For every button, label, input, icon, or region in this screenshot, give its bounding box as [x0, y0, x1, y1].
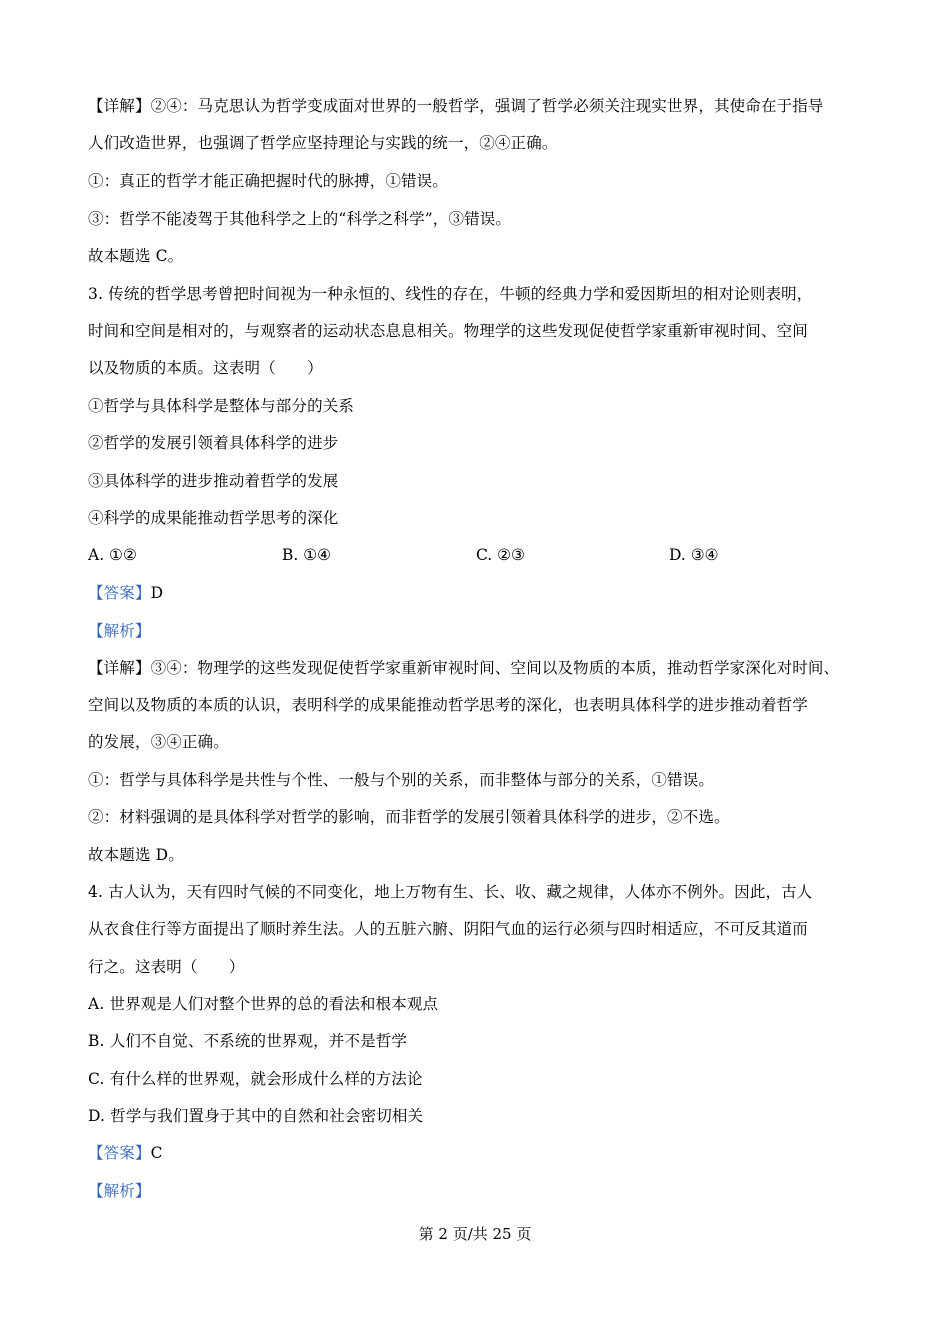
q3-detail-line-1: [88, 657, 839, 679]
q4-stem-line-2: 从衣食住行等方面提出了顺时养生法。人的五脏六腑、阴阳气血的运行必须与四时相适应，不可反其道而: [88, 920, 808, 938]
detail-text: ③④：物理学的这些发现促使哲学家重新审视时间、空间以及物质的本质，推动哲学家深化对时间、: [150, 659, 840, 677]
q4-analysis-tag: 【解析】: [88, 1182, 151, 1200]
q4-option-d: D. 哲学与我们置身于其中的自然和社会密切相关: [88, 1107, 424, 1125]
answer-value: D: [150, 584, 164, 602]
q2-detail-line-2: 人们改造世界，也强调了哲学应坚持理论与实践的统一，②④正确。: [88, 134, 558, 152]
answer-value: C: [150, 1144, 163, 1162]
q2-detail-line-3: ①：真正的哲学才能正确把握时代的脉搏，①错误。: [88, 172, 448, 190]
q3-stem-line-2: 时间和空间是相对的，与观察者的运动状态息息相关。物理学的这些发现促使哲学家重新审视时间、空间: [88, 322, 808, 340]
q3-detail-line-4: ①：哲学与具体科学是共性与个性、一般与个别的关系，而非整体与部分的关系，①错误。: [88, 771, 715, 789]
q3-item-1: ①哲学与具体科学是整体与部分的关系: [88, 397, 355, 415]
q3-detail-line-2: 空间以及物质的本质的认识，表明科学的成果能推动哲学思考的深化，也表明具体科学的进步推动着哲学: [88, 696, 808, 714]
q3-option-a: A. ①②: [88, 546, 137, 564]
page-number: 第 2 页/共 25 页: [418, 1225, 532, 1243]
q3-item-4: ④科学的成果能推动哲学思考的深化: [88, 509, 339, 527]
q3-option-c: C. ②③: [476, 546, 525, 564]
q3-option-b: B. ①④: [282, 546, 332, 564]
q3-analysis-tag: 【解析】: [88, 622, 151, 640]
q2-detail-line-1: [88, 95, 824, 117]
answer-tag: 【答案】: [88, 584, 151, 602]
q2-detail-line-4: ③：哲学不能凌驾于其他科学之上的“科学之科学”，③错误。: [88, 210, 512, 228]
detail-text: ②④：马克思认为哲学变成面对世界的一般哲学，强调了哲学必须关注现实世界，其使命在于指导: [150, 97, 824, 115]
q4-option-b: B. 人们不自觉、不系统的世界观，并不是哲学: [88, 1032, 408, 1050]
q3-item-3: ③具体科学的进步推动着哲学的发展: [88, 472, 339, 490]
q4-stem-line-3: 行之。这表明（ ）: [88, 958, 245, 976]
q3-detail-line-3: 的发展，③④正确。: [88, 733, 229, 751]
q3-conclusion: 故本题选 D。: [88, 846, 184, 864]
q4-option-c: C. 有什么样的世界观，就会形成什么样的方法论: [88, 1070, 423, 1088]
q4-stem-line-1: 4. 古人认为，天有四时气候的不同变化，地上万物有生、长、收、藏之规律，人体亦不例外。因此，古人: [88, 883, 813, 901]
answer-tag: 【答案】: [88, 1144, 151, 1162]
q3-option-d: D. ③④: [669, 546, 719, 564]
q3-stem-line-1: 3. 传统的哲学思考曾把时间视为一种永恒的、线性的存在，牛顿的经典力学和爱因斯坦的相对论则表明，: [88, 285, 813, 303]
q4-option-a: A. 世界观是人们对整个世界的总的看法和根本观点: [88, 995, 439, 1013]
q3-stem-line-3: 以及物质的本质。这表明（ ）: [88, 359, 323, 377]
detail-tag: 【详解】: [88, 97, 151, 115]
q2-conclusion: 故本题选 C。: [88, 247, 184, 265]
q3-item-2: ②哲学的发展引领着具体科学的进步: [88, 434, 339, 452]
q4-answer: [88, 1142, 163, 1164]
q3-detail-line-5: ②：材料强调的是具体科学对哲学的影响，而非哲学的发展引领着具体科学的进步，②不选。: [88, 808, 730, 826]
detail-tag: 【详解】: [88, 659, 151, 677]
q3-answer: [88, 582, 163, 604]
